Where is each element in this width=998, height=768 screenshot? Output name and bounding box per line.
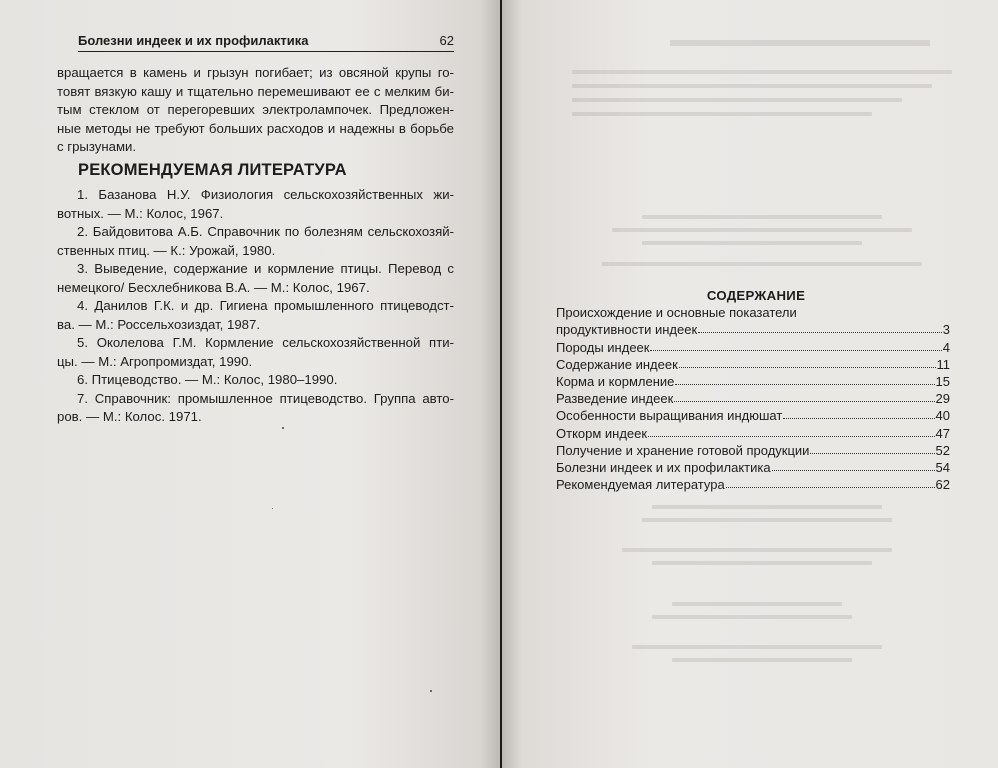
toc-entry-label: Получение и хранение готовой продукции [556,442,810,458]
toc-dot-leader [698,321,942,333]
bleed-through-text [670,40,930,46]
toc-dot-leader [783,407,934,419]
toc-entry-page: 52 [935,442,950,458]
toc-entry [556,476,950,493]
reference-item-cont: ров. — М.: Колос. 1971. [57,409,202,424]
toc-entry-page: 62 [935,477,950,493]
toc-entry [556,321,950,338]
toc-entry [556,356,950,373]
toc-dot-leader [772,459,935,471]
toc-entry-label: Особенности выращивания индюшат [556,408,783,424]
toc-dot-leader [674,390,934,402]
toc-entry-label: Породы индеек [556,339,650,355]
paper-speck [282,427,284,429]
reference-list [57,186,454,427]
toc-entry [556,459,950,476]
reference-item: 5. Околелова Г.М. Кормление сельскохозяйственной пти- [77,335,454,350]
reference-item: 1. Базанова Н.У. Физиология сельскохозяйственных жи- [77,187,454,202]
bleed-through-text [652,561,872,565]
body-line: тым стеклом от перегоревших электролампочек. Предложен- [57,102,454,117]
body-line: ные методы не требуют больших расходов и надежны в борьбе [57,120,454,136]
reference-item-cont: немецкого/ Бесхлебникова В.А. — М.: Колос, 1967. [57,279,370,295]
body-paragraph [57,64,454,157]
toc-heading: СОДЕРЖАНИЕ [706,288,806,303]
body-line: с грызунами. [57,139,137,154]
bleed-through-text [642,241,862,245]
toc-entry-page: 4 [942,339,950,355]
bleed-through-text [672,658,852,662]
toc-entry-page: 3 [942,322,950,338]
toc-entry [556,304,950,321]
toc-entry [556,407,950,424]
paper-speck [272,508,273,509]
bleed-through-text [642,215,882,219]
toc-entry-page: 47 [935,425,950,441]
bleed-through-text [672,602,842,606]
bleed-through-text [652,505,882,509]
bleed-through-text [612,228,912,232]
bleed-through-text [652,615,852,619]
bleed-through-text [572,98,902,102]
bleed-through-text [602,262,922,266]
toc-entry [556,339,950,356]
toc-entry [556,373,950,390]
toc-dot-leader [679,356,936,368]
toc-entry [556,425,950,442]
toc-entry-page: 40 [935,408,950,424]
table-of-contents [556,287,950,493]
bleed-through-text [622,548,892,552]
toc-entry-page: 54 [935,460,950,476]
toc-dot-leader [650,339,941,351]
bleed-through-text [572,70,952,74]
running-head [78,33,454,52]
toc-entry [556,390,950,407]
running-head-title: Болезни индеек и их профилактика [78,33,309,48]
toc-entry-label: продуктивности индеек [556,322,698,338]
reference-item: 2. Байдовитова А.Б. Справочник по болезням сельскохозяй- [77,224,454,239]
toc-entry-label: Откорм индеек [556,425,648,441]
toc-dot-leader [810,442,934,454]
page-number: 62 [439,33,454,48]
toc-entry-page: 11 [936,356,950,372]
toc-entry-label: Содержание индеек [556,356,678,372]
body-line: товят вязкую кашу и тщательно перемешивают ее с мелким би- [57,83,454,99]
bleed-through-text [642,518,892,522]
toc-entry [556,442,950,459]
reference-item: 4. Данилов Г.К. и др. Гигиена промышленного птицеводст- [77,298,454,313]
toc-dot-leader [648,425,934,437]
toc-entry-label: Корма и кормление [556,374,675,390]
reference-item-cont: цы. — М.: Агропромиздат, 1990. [57,353,253,369]
bleed-through-text [572,112,872,116]
section-heading: РЕКОМЕНДУЕМАЯ ЛИТЕРАТУРА [78,161,347,179]
reference-item: 6. Птицеводство. — М.: Колос, 1980–1990. [77,372,338,387]
toc-entry-label: Рекомендуемая литература [556,477,725,493]
toc-entry-page: 29 [935,391,950,407]
toc-entry-label: Разведение индеек [556,391,674,407]
body-line: вращается в камень и грызун погибает; из овсяной крупы го- [57,65,454,80]
reference-item: 7. Справочник: промышленное птицеводство. Группа авто- [77,390,454,406]
paper-speck [430,690,432,692]
reference-item-cont: вотных. — М.: Колос, 1967. [57,205,224,221]
bleed-through-text [572,84,932,88]
toc-dot-leader [675,373,934,385]
toc-entry-label: Болезни индеек и их профилактика [556,460,771,476]
toc-entry-page: 15 [935,374,950,390]
toc-dot-leader [726,476,935,488]
bleed-through-text [632,645,882,649]
reference-item-cont: ственных птиц. — К.: Урожай, 1980. [57,242,276,258]
reference-item: 3. Выведение, содержание и кормление птицы. Перевод с [77,261,454,276]
toc-entry-label: Происхождение и основные показатели [556,305,797,321]
reference-item-cont: ва. — М.: Россельхозиздат, 1987. [57,316,260,332]
